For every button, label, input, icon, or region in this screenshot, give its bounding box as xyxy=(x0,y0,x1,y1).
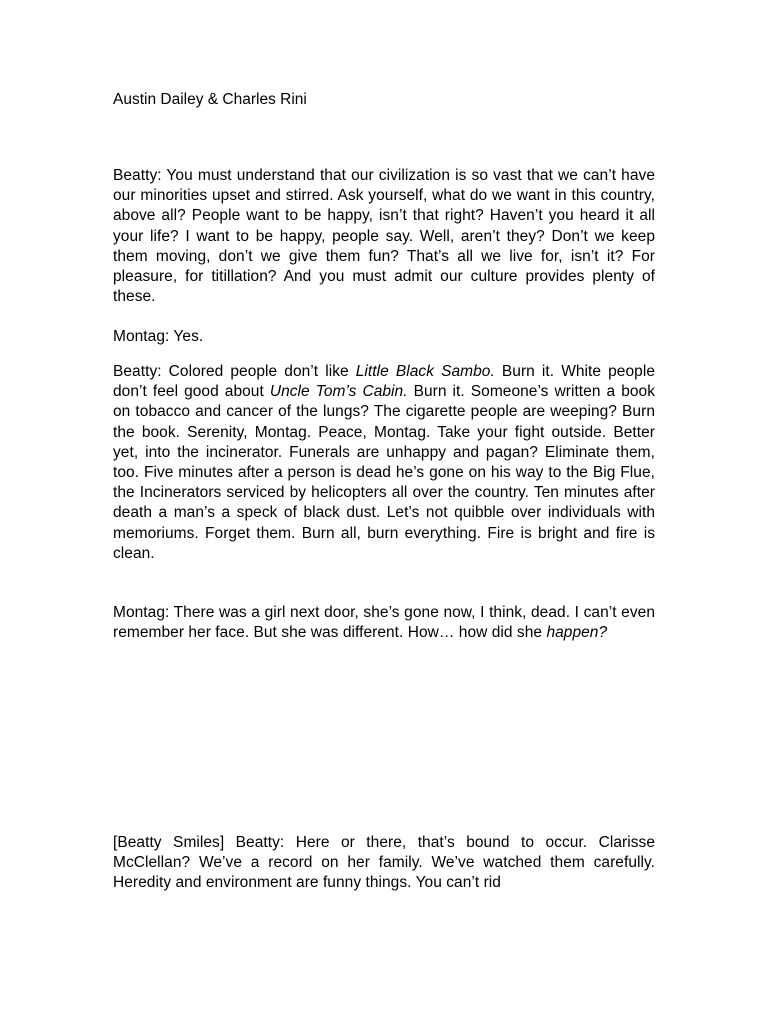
paragraph-text: Montag: Yes. xyxy=(113,328,204,345)
emphasis-italic: happen? xyxy=(546,624,608,642)
paragraph-text: [Beatty Smiles] Beatty: Here or there, that’s bound to occur. Clarisse McClellan? We’ve a record on her family. We’ve watched them carefully. Heredity and environment are funny things. You can’t rid xyxy=(113,834,655,892)
book-title-italic: Little Black Sambo. xyxy=(355,363,495,380)
authors-line: Austin Dailey & Charles Rini xyxy=(113,91,307,108)
paragraph-text: Burn it. Someone’s written a book on tobacco and cancer of the lungs? The cigarette people are weeping? Burn the book. Serenity, Montag. Peace, Montag. Take your fight outside. Better yet, into the incinerator. Funerals are unhappy and pagan? Eliminate them, too. Five minutes after a person is dead he’s gone on his way to the Big Flue, the Incinerators serviced by helicopters all over the country. Ten minutes after death a man’s a speck of black dust. Let’s not quibble over individuals with memoriums. Forget them. Burn all, burn everything. Fire is bright and fire is clean. xyxy=(113,383,655,562)
paragraph-text: Beatty: You must understand that our civilization is so vast that we can’t have our minorities upset and stirred. Ask yourself, what do we want in this country, above all? People want to be happy, isn’t that right? Haven’t you heard it all your life? I want to be happy, people say. Well, aren’t they? Don’t we keep them moving, don’t we give them fun? That’s all we live for, isn’t it? For pleasure, for titillation? And you must admit our culture provides plenty of these. xyxy=(113,167,655,306)
paragraph-text: Montag: There was a girl next door, she’s gone now, I think, dead. I can’t even remember her face. But she was different. How… how did she xyxy=(113,604,655,642)
paragraph-text: Burn it. White people don’t feel good about xyxy=(113,363,655,401)
paragraph-text: Beatty: Colored people don’t like xyxy=(113,363,356,380)
paragraph-montag-girl-next-door xyxy=(113,603,655,643)
paragraph-beatty-civilization xyxy=(113,166,655,307)
paragraph-beatty-smiles xyxy=(113,833,655,894)
paragraph-beatty-burn-it xyxy=(113,362,655,564)
paragraph-montag-yes xyxy=(113,327,655,347)
book-title-italic: Uncle Tom’s Cabin. xyxy=(269,383,408,401)
